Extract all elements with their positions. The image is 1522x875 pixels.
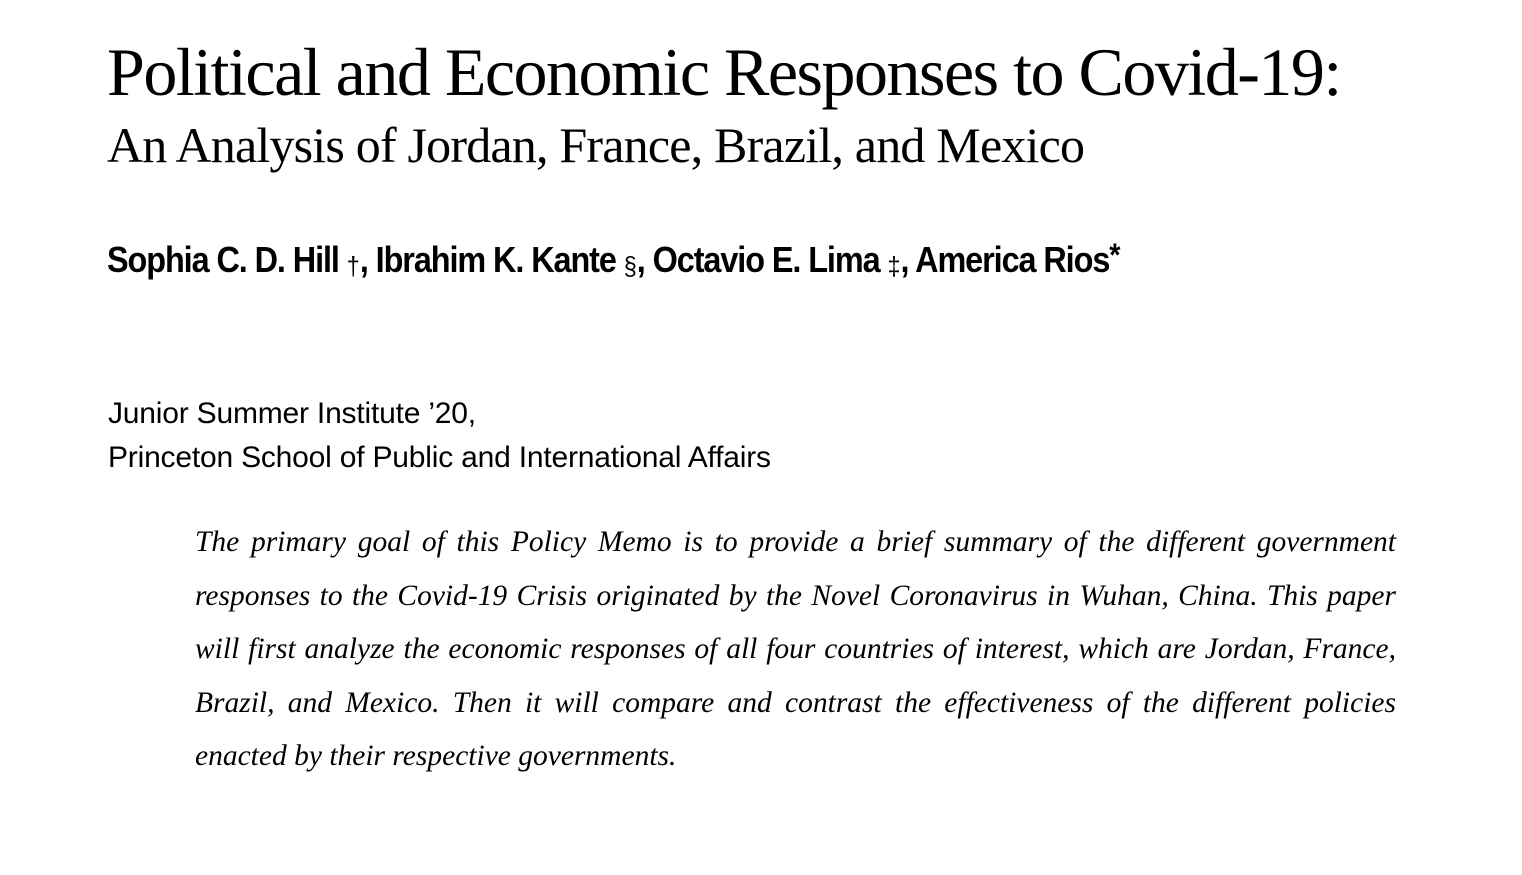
affiliation-line: Junior Summer Institute ’20,	[108, 397, 476, 430]
affiliation-line: Princeton School of Public and International Affairs	[108, 441, 771, 474]
author-affiliation-mark: §	[623, 251, 637, 281]
abstract-paragraph: The primary goal of this Policy Memo is to provide a brief summary of the different government responses to the Covid-19 Crisis originated by the Novel Coronavirus in Wuhan, China. This paper will first analyze the economic responses of all four countries of interest, which are Jordan, France, Brazil, and Mexico. Then it will compare and contrast the effectiveness of the different policies enacted by their respective governments.	[195, 526, 1396, 772]
author-affiliation-mark: *	[1109, 237, 1121, 273]
paper-subtitle: An Analysis of Jordan, France, Brazil, and Mexico	[107, 117, 1085, 173]
author-list	[107, 232, 1120, 289]
paper-title: Political and Economic Responses to Covid-19:	[107, 34, 1341, 110]
affiliation-block	[108, 392, 771, 480]
author-name: Sophia C. D. Hill	[107, 239, 339, 280]
author-name: Octavio E. Lima	[652, 239, 880, 280]
author-name: America Rios	[915, 239, 1110, 280]
author-separator: ,	[900, 239, 916, 280]
author-separator: ,	[359, 239, 376, 280]
author-separator: ,	[636, 239, 653, 280]
author-affiliation-mark: ‡	[887, 251, 901, 281]
author-affiliation-mark: †	[346, 251, 360, 281]
author-name: Ibrahim K. Kante	[375, 239, 616, 280]
